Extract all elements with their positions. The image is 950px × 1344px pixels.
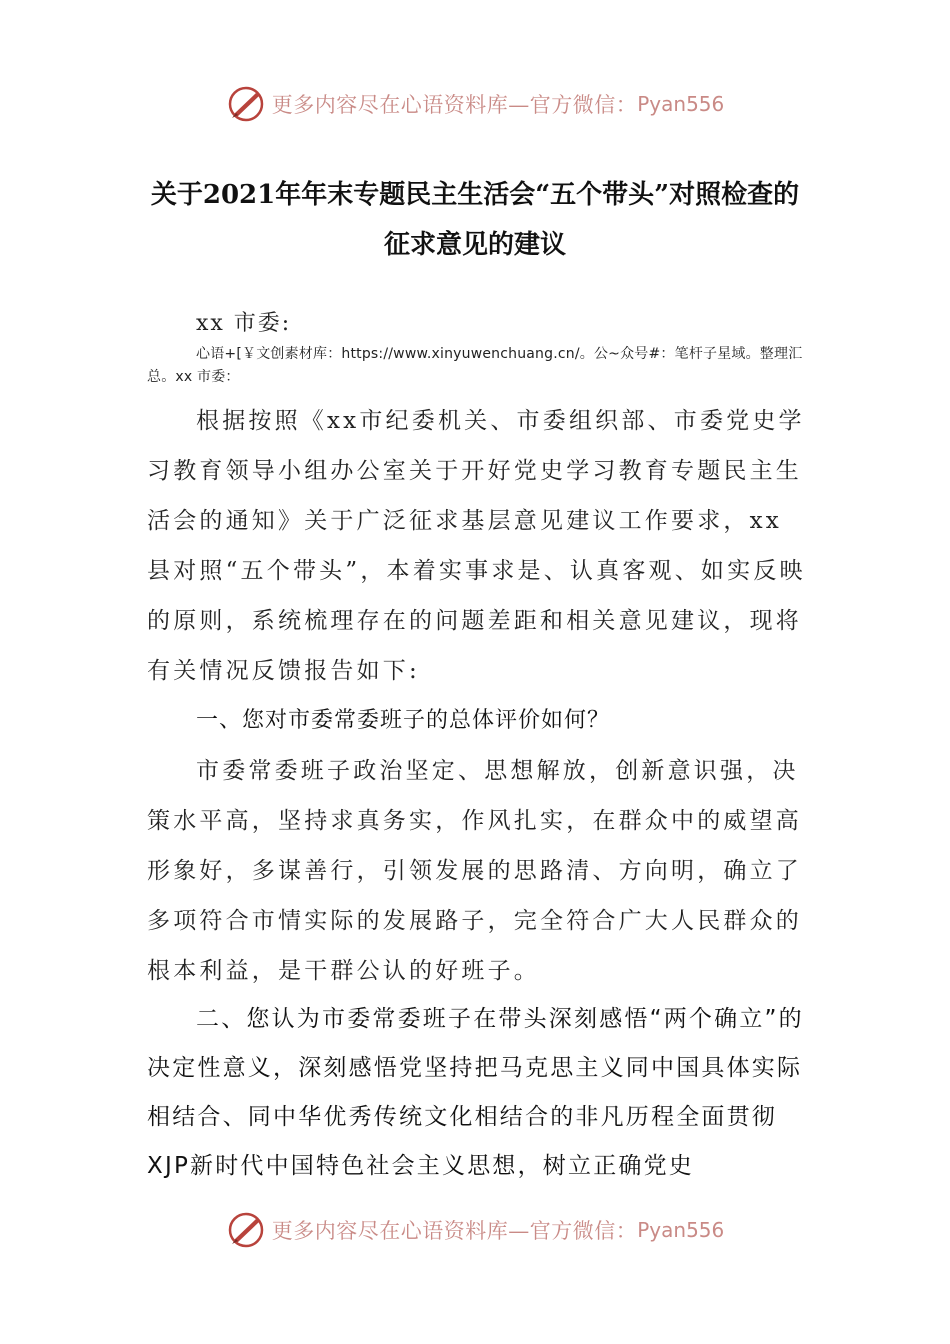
- paragraph-evaluation: 市委常委班子政治坚定、思想解放，创新意识强，决策水平高，坚持求真务实，作风扎实，在群众中的威望高形象好，多谋善行，引领发展的思路清、方向明，确立了多项符合市情实际的发展路子，完全符合广大人民群众的根本利益，是干群公认的好班子。: [147, 758, 802, 984]
- banner-wechat-id: Pyan556: [637, 92, 725, 116]
- banner-text: 更多内容尽在心语资料库—官方微信：: [271, 93, 638, 117]
- paragraph-intro: 根据按照《xx市纪委机关、市委组织部、市委党史学习教育领导小组办公室关于开好党史学习教育专题民主生活会的通知》关于广泛征求基层意见建议工作要求，xx县对照“五个带头”，本着实事求是、认真客观、如实反映的原则，系统梳理存在的问题差距和相关意见建议，现将有关情况反馈报告如下:: [147, 408, 806, 684]
- pen-logo-icon: [226, 84, 266, 124]
- banner-wechat-id: Pyan556: [637, 1218, 725, 1242]
- title-line-2: 征求意见的建议: [383, 230, 566, 260]
- pen-logo-icon: [226, 1210, 266, 1250]
- document-title: [120, 170, 830, 270]
- header-watermark-banner: [0, 82, 950, 126]
- salutation: xx 市委:: [196, 311, 292, 336]
- section-heading-1: 一、您对市委常委班子的总体评价如何？: [196, 708, 611, 733]
- banner-text: 更多内容尽在心语资料库—官方微信：: [271, 1219, 638, 1243]
- footer-watermark-banner: [0, 1208, 950, 1252]
- title-line-1: 关于2021年年末专题民主生活会“五个带头”对照检查的: [150, 180, 800, 210]
- source-note: 心语+[￥文创素材库：https://www.xinyuwenchuang.cn/。公~众号#：笔杆子星域。整理汇总。xx 市委：: [147, 346, 803, 385]
- section-heading-2: 二、您认为市委常委班子在带头深刻感悟“两个确立”的决定性意义，深刻感悟党坚持把马克思主义同中国具体实际相结合、同中华优秀传统文化相结合的非凡历程全面贯彻XJP新时代中国特色社会主义思想，树立正确党史: [147, 1006, 804, 1179]
